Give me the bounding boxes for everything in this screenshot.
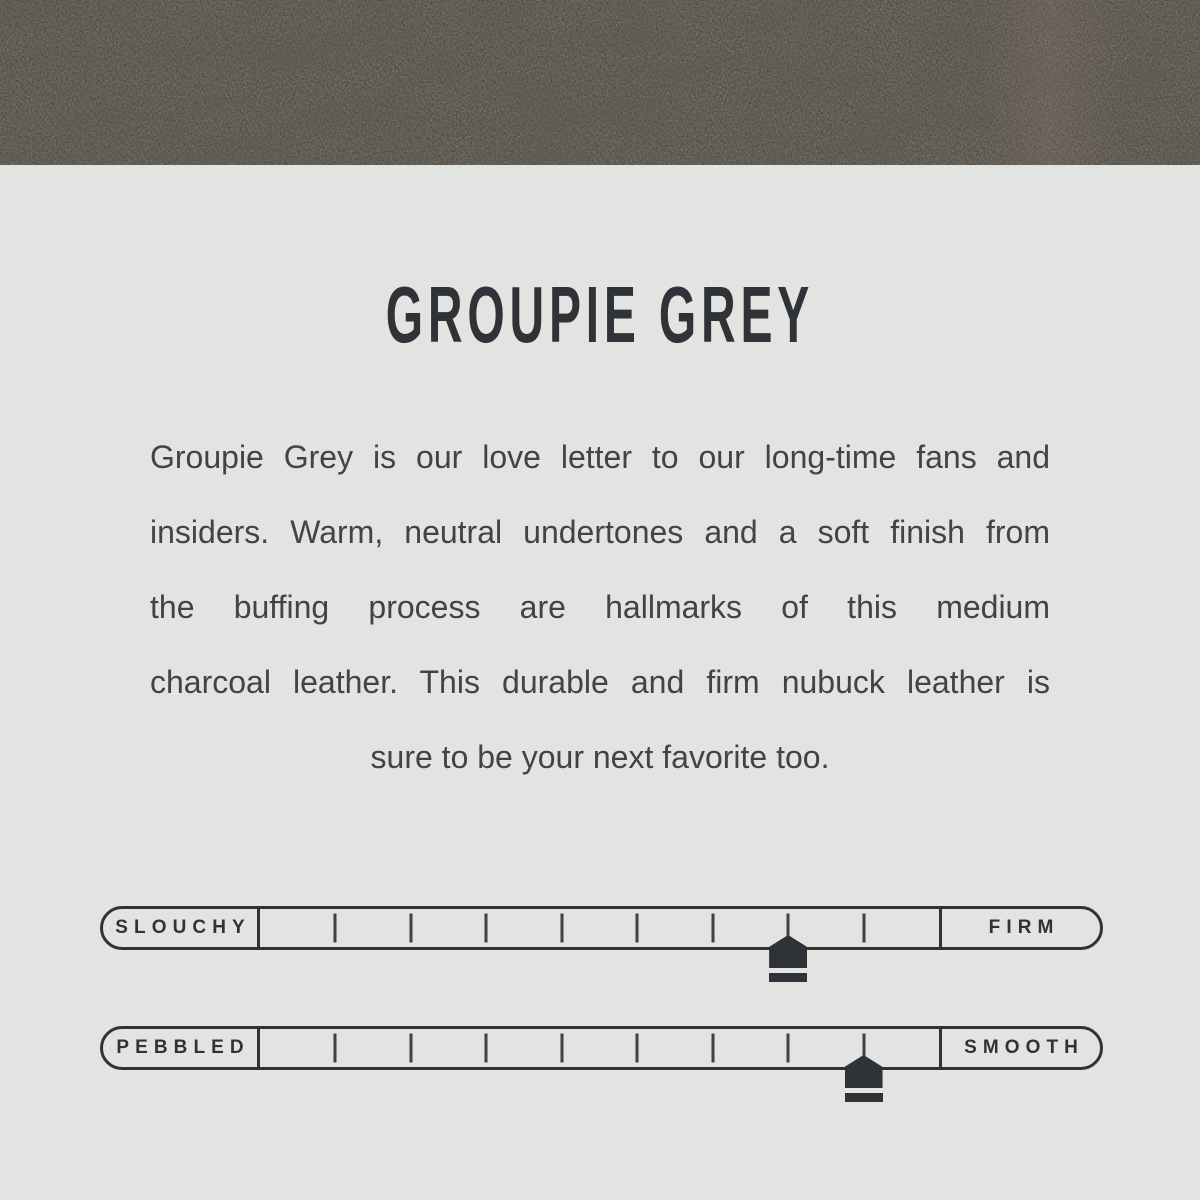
marker-head [845, 1055, 883, 1088]
texture-position-marker [845, 1055, 883, 1102]
tick-mark [409, 1034, 412, 1063]
tick-mark [711, 1034, 714, 1063]
description-line: charcoal leather. This durable and firm nubuck leather is [150, 664, 1050, 700]
tick-mark [787, 1034, 790, 1063]
leather-texture-graphic [0, 0, 1200, 165]
tick-mark [560, 914, 563, 943]
marker-base [769, 973, 807, 982]
firmness-position-marker [769, 935, 807, 982]
description-line: Groupie Grey is our love letter to our long-time fans and [150, 439, 1050, 475]
tick-mark [636, 914, 639, 943]
texture-scale-track [260, 1029, 939, 1067]
leather-swatch-image [0, 0, 1200, 165]
page-title: GROUPIE GREY [385, 270, 815, 359]
description-line: sure to be your next favorite too. [370, 739, 830, 775]
firmness-scale-left-label: SLOUCHY [103, 909, 260, 947]
texture-scale-left-label: PEBBLED [103, 1029, 260, 1067]
marker-head [769, 935, 807, 968]
description-line: the buffing process are hallmarks of this medium [150, 589, 1050, 625]
firmness-scale [100, 906, 1103, 950]
description-line: insiders. Warm, neutral undertones and a soft finish from [150, 514, 1050, 550]
tick-mark [334, 1034, 337, 1063]
marker-base [845, 1093, 883, 1102]
texture-scale-right-label: SMOOTH [939, 1029, 1100, 1067]
tick-mark [485, 914, 488, 943]
tick-mark [409, 914, 412, 943]
product-description [150, 420, 1050, 795]
firmness-scale-track [260, 909, 939, 947]
tick-mark [485, 1034, 488, 1063]
tick-mark [862, 914, 865, 943]
tick-mark [334, 914, 337, 943]
tick-mark [560, 1034, 563, 1063]
texture-scale [100, 1026, 1103, 1070]
tick-mark [636, 1034, 639, 1063]
tick-mark [711, 914, 714, 943]
title-container [0, 268, 1200, 362]
firmness-scale-right-label: FIRM [939, 909, 1100, 947]
